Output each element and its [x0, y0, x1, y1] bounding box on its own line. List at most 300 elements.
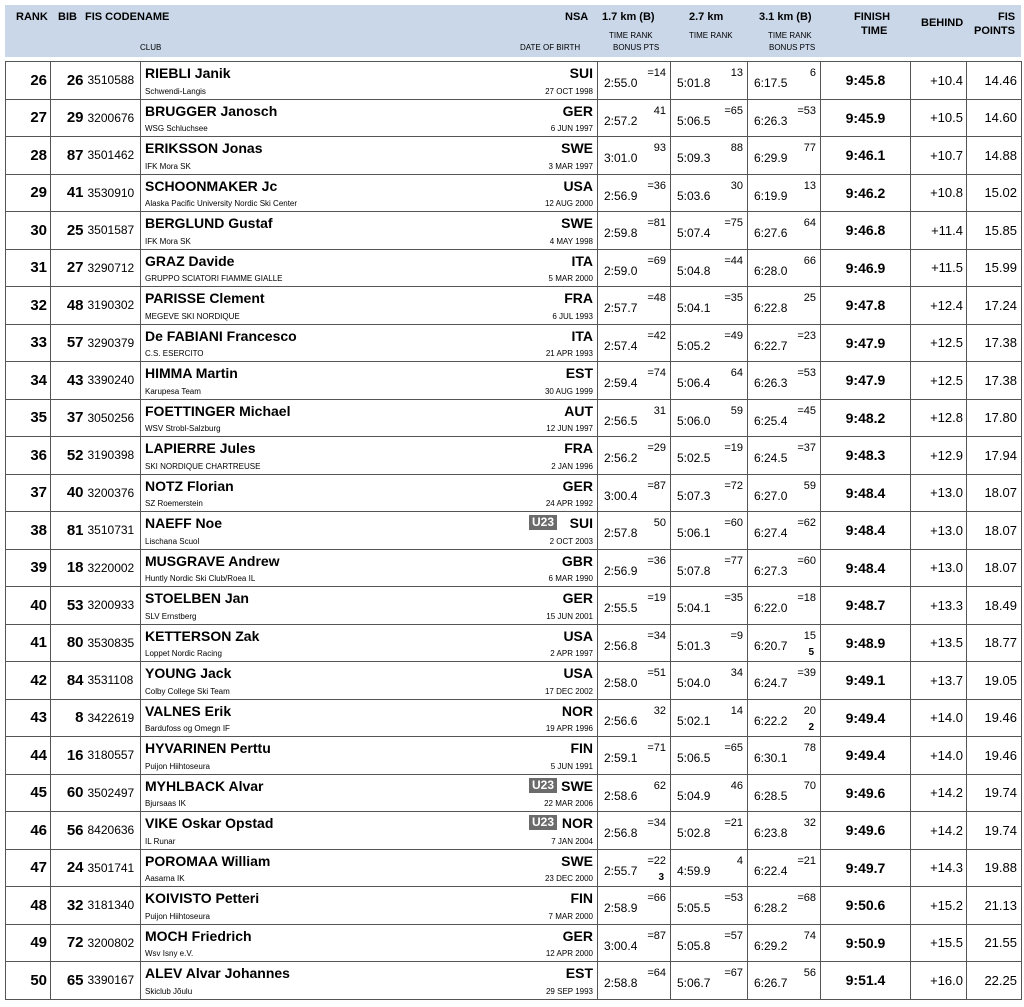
header-finish-1: FINISH	[854, 11, 891, 23]
split3-cell	[748, 62, 821, 100]
table-row	[6, 174, 1022, 212]
split1-rank: 93	[653, 142, 666, 154]
header-finish-2: TIME	[861, 25, 888, 37]
split1-time: 2:59.8	[604, 226, 638, 240]
table-header	[5, 5, 1021, 57]
split3-rank: 77	[803, 142, 816, 154]
split2-time: 4:59.9	[677, 863, 711, 878]
behind-cell: +14.2	[911, 812, 967, 850]
athlete-dob: 12 APR 2000	[545, 949, 593, 958]
split2-time: 5:07.3	[677, 488, 711, 503]
fis-points-cell: 17.24	[967, 287, 1022, 325]
athlete-cell	[141, 737, 598, 775]
split2-cell	[671, 399, 748, 437]
split2-time: 5:01.3	[677, 638, 711, 653]
athlete-name: BERGLUND Gustaf	[145, 215, 273, 231]
fis-points-cell: 19.46	[967, 699, 1022, 737]
athlete-nsa: FRA	[564, 440, 593, 456]
athlete-name: MOCH Friedrich	[145, 927, 252, 944]
rank-cell: 27	[6, 99, 51, 137]
split2-rank: =53	[724, 892, 743, 904]
table-row	[6, 399, 1022, 437]
athlete-club: Puijon Hiihtoseura	[145, 911, 210, 921]
split1-time: 3:00.4	[604, 488, 638, 503]
table-row	[6, 512, 1022, 550]
split3-rank: =60	[797, 554, 816, 567]
split2-time: 5:07.8	[677, 563, 711, 578]
split2-time: 5:05.5	[677, 901, 711, 915]
fis-points-cell: 18.07	[967, 549, 1022, 587]
split2-rank: =21	[724, 817, 743, 829]
athlete-cell	[141, 137, 598, 175]
fis-code-cell: 3390240	[86, 362, 141, 400]
fis-points-cell: 14.88	[967, 137, 1022, 175]
athlete-dob: 6 JUL 1993	[552, 311, 593, 321]
athlete-nsa: ITA	[571, 252, 593, 269]
rank-cell: 50	[6, 962, 51, 1000]
split2-time: 5:04.1	[677, 301, 711, 315]
athlete-cell	[141, 512, 598, 550]
finish-time-cell: 9:49.6	[821, 774, 911, 812]
split1-rank: =87	[647, 479, 666, 492]
split1-time: 2:56.8	[604, 826, 638, 840]
athlete-dob: 2 OCT 2003	[549, 536, 593, 546]
athlete-name: YOUNG Jack	[145, 665, 232, 681]
split2-cell	[671, 212, 748, 250]
rank-cell: 34	[6, 362, 51, 400]
finish-time-cell: 9:48.7	[821, 587, 911, 625]
fis-points-cell: 17.38	[967, 324, 1022, 362]
finish-time-cell: 9:45.8	[821, 62, 911, 100]
athlete-cell	[141, 662, 598, 700]
split3-cell	[748, 737, 821, 775]
split1-rank: =51	[647, 667, 666, 679]
fis-points-cell: 17.94	[967, 437, 1022, 475]
split3-cell	[748, 324, 821, 362]
split3-cell	[748, 437, 821, 475]
athlete-name: MYHLBACK Alvar	[145, 777, 264, 794]
split2-rank: =44	[724, 254, 743, 267]
split3-time: 6:29.2	[754, 938, 788, 953]
split2-rank: =65	[724, 742, 743, 754]
fis-points-cell: 18.07	[967, 512, 1022, 550]
athlete-club: GRUPPO SCIATORI FIAMME GIALLE	[145, 274, 283, 283]
rank-cell: 39	[6, 549, 51, 587]
athlete-club: Schwendi-Langis	[145, 86, 206, 96]
behind-cell: +10.5	[911, 99, 967, 137]
athlete-dob: 12 JUN 1997	[546, 424, 593, 433]
athlete-dob: 4 MAY 1998	[549, 236, 593, 246]
split3-rank: 6	[809, 67, 816, 79]
u23-badge: U23	[529, 515, 557, 530]
split3-rank: 64	[803, 217, 816, 229]
athlete-cell	[141, 62, 598, 100]
athlete-club: Puijon Hiihtoseura	[145, 761, 210, 771]
athlete-dob: 3 MAR 1997	[548, 161, 593, 171]
split1-rank: 31	[653, 404, 666, 417]
behind-cell: +12.9	[911, 437, 967, 475]
split2-cell	[671, 737, 748, 775]
split1-cell	[598, 812, 671, 850]
athlete-dob: 29 SEP 1993	[545, 986, 593, 996]
split1-rank: =19	[647, 592, 666, 604]
split1-time: 2:56.8	[604, 638, 638, 653]
split1-time: 2:58.0	[604, 676, 638, 690]
athlete-dob: 5 JUN 1991	[550, 761, 593, 771]
split3-time: 6:22.8	[754, 301, 788, 315]
athlete-cell	[141, 587, 598, 625]
split3-rank: =53	[797, 104, 816, 117]
bib-cell: 25	[51, 212, 86, 250]
bib-cell: 24	[51, 849, 86, 887]
athlete-club: SKI NORDIQUE CHARTREUSE	[145, 461, 261, 471]
finish-time-cell: 9:46.9	[821, 249, 911, 287]
athlete-club: Skiclub Jõulu	[145, 986, 193, 996]
split3-cell	[748, 812, 821, 850]
finish-time-cell: 9:48.4	[821, 549, 911, 587]
fis-code-cell: 3501741	[86, 849, 141, 887]
split2-time: 5:02.8	[677, 826, 711, 840]
split3-rank: 78	[803, 742, 816, 754]
header-split1-sub1: TIME RANK	[609, 31, 653, 40]
fis-code-cell: 3190302	[86, 287, 141, 325]
behind-cell: +12.8	[911, 399, 967, 437]
finish-time-cell: 9:49.6	[821, 812, 911, 850]
split2-rank: =35	[724, 592, 743, 604]
split1-time: 2:57.8	[604, 526, 638, 540]
split1-cell	[598, 512, 671, 550]
athlete-dob: 24 APR 1992	[545, 499, 593, 508]
split3-time: 6:22.7	[754, 338, 788, 353]
finish-time-cell: 9:49.4	[821, 737, 911, 775]
split3-rank: =45	[797, 404, 816, 417]
athlete-nsa: SWE	[561, 852, 593, 869]
split1-rank: =29	[647, 442, 666, 454]
split1-cell	[598, 399, 671, 437]
bib-cell: 80	[51, 624, 86, 662]
bib-cell: 40	[51, 474, 86, 512]
rank-cell: 38	[6, 512, 51, 550]
split3-rank: 56	[803, 967, 816, 979]
fis-points-cell: 19.74	[967, 812, 1022, 850]
athlete-dob: 17 DEC 2002	[544, 686, 593, 696]
split2-time: 5:01.8	[677, 76, 711, 90]
athlete-club: Huntly Nordic Ski Club/Roea IL	[145, 574, 256, 583]
table-row	[6, 549, 1022, 587]
split1-cell	[598, 887, 671, 925]
fis-code-cell: 3200676	[86, 99, 141, 137]
split1-rank: =71	[647, 742, 666, 754]
table-row	[6, 324, 1022, 362]
athlete-nsa: GBR	[561, 552, 593, 569]
split3-cell	[748, 662, 821, 700]
split2-cell	[671, 849, 748, 887]
split1-cell	[598, 99, 671, 137]
rank-cell: 42	[6, 662, 51, 700]
split2-cell	[671, 512, 748, 550]
split2-time: 5:05.8	[677, 938, 711, 953]
athlete-name: LAPIERRE Jules	[145, 440, 256, 456]
split3-cell	[748, 287, 821, 325]
split1-cell	[598, 137, 671, 175]
behind-cell: +10.8	[911, 174, 967, 212]
fis-code-cell: 3501462	[86, 137, 141, 175]
split1-time: 2:56.6	[604, 713, 638, 728]
athlete-cell	[141, 549, 598, 587]
athlete-cell	[141, 287, 598, 325]
behind-cell: +13.0	[911, 474, 967, 512]
fis-code-cell: 3501587	[86, 212, 141, 250]
split2-time: 5:06.0	[677, 413, 711, 428]
athlete-cell	[141, 887, 598, 925]
split2-rank: =67	[724, 967, 743, 979]
athlete-cell	[141, 812, 598, 850]
fis-code-cell: 3530835	[86, 624, 141, 662]
athlete-nsa: NOR	[561, 702, 593, 719]
athlete-name: POROMAA William	[145, 852, 271, 869]
split2-time: 5:06.5	[677, 113, 711, 128]
athlete-cell	[141, 399, 598, 437]
split2-cell	[671, 812, 748, 850]
table-row	[6, 962, 1022, 1000]
split2-rank: 59	[730, 404, 743, 417]
bib-cell: 41	[51, 174, 86, 212]
split1-time: 2:56.9	[604, 188, 638, 203]
rank-cell: 43	[6, 699, 51, 737]
athlete-cell	[141, 962, 598, 1000]
split2-cell	[671, 774, 748, 812]
split1-rank: =34	[647, 629, 666, 642]
split3-time: 6:26.3	[754, 113, 788, 128]
split3-time: 6:28.5	[754, 788, 788, 803]
split2-time: 5:06.4	[677, 376, 711, 390]
split1-cell	[598, 212, 671, 250]
athlete-name: SCHOONMAKER Jc	[145, 177, 278, 194]
behind-cell: +11.4	[911, 212, 967, 250]
fis-points-cell: 21.13	[967, 887, 1022, 925]
finish-time-cell: 9:45.9	[821, 99, 911, 137]
bib-cell: 57	[51, 324, 86, 362]
fis-code-cell: 3050256	[86, 399, 141, 437]
fis-points-cell: 15.85	[967, 212, 1022, 250]
split3-cell	[748, 549, 821, 587]
fis-code-cell: 3181340	[86, 887, 141, 925]
athlete-nsa: AUT	[564, 402, 593, 419]
athlete-club: WSV Strobl-Salzburg	[145, 424, 221, 433]
athlete-club: SLV Ernstberg	[145, 611, 197, 621]
split1-cell	[598, 474, 671, 512]
finish-time-cell: 9:48.2	[821, 399, 911, 437]
athlete-club: Bjursaas IK	[145, 799, 186, 808]
athlete-club: Wsv Isny e.V.	[145, 949, 194, 958]
split2-rank: =49	[724, 329, 743, 342]
fis-code-cell: 3290712	[86, 249, 141, 287]
finish-time-cell: 9:46.2	[821, 174, 911, 212]
fis-code-cell: 3290379	[86, 324, 141, 362]
split1-time: 2:59.1	[604, 751, 638, 765]
split3-time: 6:30.1	[754, 751, 788, 765]
behind-cell: +13.5	[911, 624, 967, 662]
athlete-name: GRAZ Davide	[145, 252, 235, 269]
rank-cell: 26	[6, 62, 51, 100]
athlete-name: KOIVISTO Petteri	[145, 890, 260, 906]
athlete-dob: 2 APR 1997	[550, 649, 593, 658]
split3-rank: 15	[803, 629, 816, 642]
bib-cell: 52	[51, 437, 86, 475]
athlete-dob: 7 MAR 2000	[548, 911, 593, 921]
fis-points-cell: 19.46	[967, 737, 1022, 775]
split2-rank: =19	[724, 442, 743, 454]
behind-cell: +13.0	[911, 549, 967, 587]
athlete-name: KETTERSON Zak	[145, 627, 260, 644]
bib-cell: 8	[51, 699, 86, 737]
table-row	[6, 62, 1022, 100]
split1-cell	[598, 287, 671, 325]
split2-rank: =72	[724, 479, 743, 492]
split3-time: 6:24.5	[754, 451, 788, 465]
split1-rank: =87	[647, 929, 666, 942]
split2-time: 5:04.1	[677, 601, 711, 615]
split3-rank: =23	[797, 329, 816, 342]
split2-rank: 13	[730, 67, 743, 79]
u23-badge: U23	[529, 815, 557, 830]
fis-points-cell: 17.80	[967, 399, 1022, 437]
fis-code-cell: 3220002	[86, 549, 141, 587]
athlete-nsa: NOR	[561, 815, 593, 831]
split3-time: 6:22.0	[754, 601, 788, 615]
rank-cell: 30	[6, 212, 51, 250]
split2-time: 5:07.4	[677, 226, 711, 240]
split2-time: 5:06.1	[677, 526, 711, 540]
split3-bonus: 5	[808, 647, 814, 658]
bib-cell: 53	[51, 587, 86, 625]
athlete-dob: 27 OCT 1998	[545, 86, 593, 96]
bib-cell: 26	[51, 62, 86, 100]
header-behind: BEHIND	[921, 17, 964, 29]
finish-time-cell: 9:51.4	[821, 962, 911, 1000]
split3-rank: =21	[797, 854, 816, 867]
athlete-club: Loppet Nordic Racing	[145, 649, 222, 658]
header-split2: 2.7 km	[689, 11, 724, 23]
split1-cell	[598, 249, 671, 287]
split3-rank: 74	[803, 929, 816, 942]
header-rank: RANK	[16, 11, 48, 23]
split2-cell	[671, 437, 748, 475]
fis-code-cell: 3190398	[86, 437, 141, 475]
athlete-name: De FABIANI Francesco	[145, 327, 297, 344]
behind-cell: +14.2	[911, 774, 967, 812]
fis-code-cell: 3510731	[86, 512, 141, 550]
bib-cell: 43	[51, 362, 86, 400]
split1-rank: =81	[647, 217, 666, 229]
split2-cell	[671, 699, 748, 737]
athlete-dob: 19 APR 1996	[545, 724, 593, 733]
athlete-cell	[141, 362, 598, 400]
table-row	[6, 212, 1022, 250]
athlete-name: HYVARINEN Perttu	[145, 740, 271, 756]
split1-rank: 41	[653, 104, 666, 117]
header-nsa: NSA	[565, 11, 589, 23]
table-row	[6, 774, 1022, 812]
split2-time: 5:02.5	[677, 451, 711, 465]
split3-rank: =68	[797, 892, 816, 904]
finish-time-cell: 9:46.8	[821, 212, 911, 250]
athlete-nsa: SUI	[569, 65, 593, 81]
bib-cell: 60	[51, 774, 86, 812]
split3-cell	[748, 849, 821, 887]
split1-rank: 50	[653, 517, 666, 529]
split2-cell	[671, 662, 748, 700]
split1-rank: =48	[647, 292, 666, 304]
split3-time: 6:26.3	[754, 376, 788, 390]
split3-rank: 70	[803, 779, 816, 792]
split3-time: 6:19.9	[754, 188, 788, 203]
athlete-cell	[141, 924, 598, 962]
split2-rank: 88	[730, 142, 743, 154]
split3-time: 6:27.6	[754, 226, 788, 240]
bib-cell: 18	[51, 549, 86, 587]
fis-code-cell: 3200933	[86, 587, 141, 625]
athlete-dob: 30 AUG 1999	[544, 386, 593, 396]
split3-cell	[748, 774, 821, 812]
fis-points-cell: 15.99	[967, 249, 1022, 287]
rank-cell: 36	[6, 437, 51, 475]
split1-time: 2:57.2	[604, 113, 638, 128]
split3-rank: =62	[797, 517, 816, 529]
split1-time: 2:58.6	[604, 788, 638, 803]
split2-rank: =75	[724, 217, 743, 229]
fis-code-cell: 3531108	[86, 662, 141, 700]
split1-rank: 62	[653, 779, 666, 792]
athlete-nsa: FRA	[564, 290, 593, 306]
athlete-name: STOELBEN Jan	[145, 590, 249, 606]
rank-cell: 45	[6, 774, 51, 812]
athlete-club: WSG Schluchsee	[145, 124, 208, 133]
split3-rank: 66	[803, 254, 816, 267]
bib-cell: 56	[51, 812, 86, 850]
split3-cell	[748, 699, 821, 737]
athlete-dob: 7 JAN 2004	[551, 836, 593, 846]
athlete-dob: 2 JAN 1996	[551, 461, 593, 471]
table-row	[6, 849, 1022, 887]
split3-cell	[748, 474, 821, 512]
behind-cell: +14.0	[911, 699, 967, 737]
split2-cell	[671, 324, 748, 362]
split3-cell	[748, 249, 821, 287]
split1-bonus: 3	[658, 872, 664, 883]
athlete-name: RIEBLI Janik	[145, 65, 231, 81]
split3-cell	[748, 962, 821, 1000]
table-row	[6, 287, 1022, 325]
table-row	[6, 99, 1022, 137]
fis-points-cell: 21.55	[967, 924, 1022, 962]
header-split1-sub2: BONUS PTS	[613, 43, 660, 52]
athlete-nsa: SWE	[561, 777, 593, 794]
split1-rank: =22	[647, 854, 666, 867]
athlete-club: IL Runar	[145, 836, 176, 846]
header-split1: 1.7 km (B)	[602, 11, 655, 23]
fis-points-cell: 19.88	[967, 849, 1022, 887]
split2-rank: =77	[724, 554, 743, 567]
split1-time: 2:56.2	[604, 451, 638, 465]
fis-code-cell: 3510588	[86, 62, 141, 100]
fis-code-cell: 3200802	[86, 924, 141, 962]
split2-time: 5:05.2	[677, 338, 711, 353]
split1-rank: 32	[653, 704, 666, 717]
split3-cell	[748, 99, 821, 137]
behind-cell: +11.5	[911, 249, 967, 287]
split3-time: 6:26.7	[754, 976, 788, 990]
